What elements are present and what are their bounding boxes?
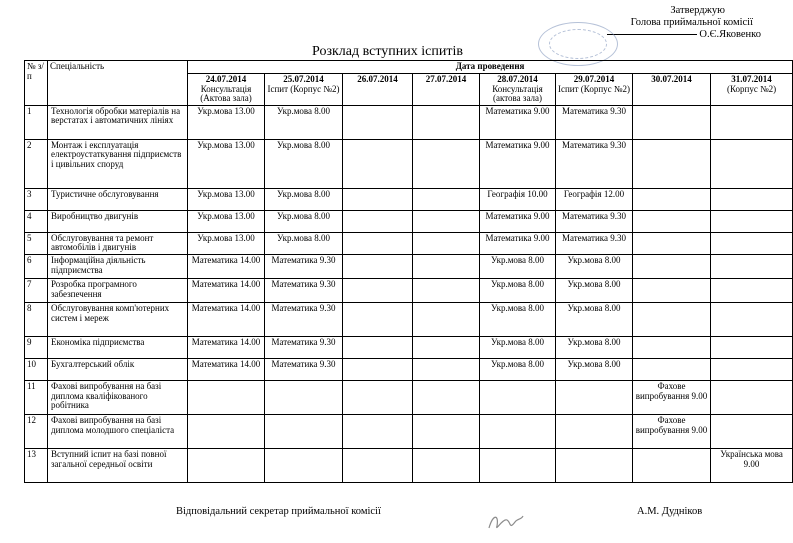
exam-cell: [711, 188, 793, 210]
exam-cell: Математика 9.30: [265, 254, 343, 278]
exam-cell: Математика 14.00: [188, 278, 265, 302]
row-number: 9: [25, 336, 48, 358]
date-note: (Корпус №2): [726, 83, 777, 94]
table-row: [25, 210, 793, 232]
approval-line-3: О.Є.Яковенко: [699, 29, 761, 40]
exam-cell: Укр.мова 8.00: [265, 139, 343, 188]
exam-cell: [556, 380, 633, 414]
col-specialty-header: Спеціальність: [48, 61, 188, 106]
table-row: [25, 302, 793, 336]
date-label: 26.07.2014: [357, 74, 398, 84]
row-number: 1: [25, 105, 48, 139]
specialty-name: Виробництво двигунів: [48, 210, 188, 232]
row-number: 6: [25, 254, 48, 278]
exam-cell: Укр.мова 8.00: [265, 105, 343, 139]
date-note: Консультація (Актова зала): [200, 83, 252, 104]
exam-cell: [711, 254, 793, 278]
row-number: 11: [25, 380, 48, 414]
date-label: 25.07.2014: [283, 74, 324, 84]
exam-cell: [711, 139, 793, 188]
date-label: 30.07.2014: [651, 74, 692, 84]
exam-cell: [633, 302, 711, 336]
exam-cell: Укр.мова 8.00: [556, 254, 633, 278]
exam-cell: Математика 9.00: [480, 139, 556, 188]
date-header-4: [413, 74, 480, 106]
exam-cell: Укр.мова 8.00: [265, 188, 343, 210]
exam-cell: Укр.мова 8.00: [480, 278, 556, 302]
exam-cell: Математика 9.30: [556, 232, 633, 254]
exam-cell: [343, 448, 413, 482]
exam-cell: [711, 414, 793, 448]
exam-cell: [711, 336, 793, 358]
exam-cell: Укр.мова 8.00: [480, 302, 556, 336]
exam-cell: [265, 448, 343, 482]
exam-cell: [633, 336, 711, 358]
exam-cell: Математика 9.00: [480, 232, 556, 254]
exam-cell: [413, 414, 480, 448]
exam-cell: [413, 210, 480, 232]
date-header-5: [480, 74, 556, 106]
exam-cell: [633, 278, 711, 302]
specialty-name: Вступний іспит на базі повної загальної середньої освіти: [48, 448, 188, 482]
secretary-title: Відповідальний секретар приймальної комісії: [176, 506, 381, 517]
signature-icon: [485, 510, 525, 534]
schedule-table: [24, 60, 793, 483]
schedule-body: [25, 105, 793, 482]
specialty-name: Обслуговування та ремонт автомобілів і двигунів: [48, 232, 188, 254]
date-note: Іспит (Корпус №2): [267, 83, 340, 94]
signature-underline: [607, 34, 697, 35]
exam-cell: [343, 232, 413, 254]
exam-cell: Укр.мова 8.00: [556, 278, 633, 302]
exam-cell: [711, 232, 793, 254]
exam-cell: [633, 232, 711, 254]
exam-cell: [633, 105, 711, 139]
exam-cell: Математика 9.30: [556, 105, 633, 139]
exam-cell: Математика 9.00: [480, 105, 556, 139]
date-label: 29.07.2014: [573, 74, 615, 84]
exam-cell: Математика 9.30: [265, 302, 343, 336]
row-number: 13: [25, 448, 48, 482]
exam-cell: [633, 188, 711, 210]
exam-cell: Математика 9.30: [265, 278, 343, 302]
approval-block: [607, 5, 761, 41]
exam-cell: [711, 380, 793, 414]
exam-cell: [711, 358, 793, 380]
exam-cell: [413, 380, 480, 414]
exam-cell: [480, 448, 556, 482]
date-header-2: [265, 74, 343, 106]
exam-cell: [633, 254, 711, 278]
date-label: 27.07.2014: [425, 74, 467, 84]
exam-cell: [188, 414, 265, 448]
row-number: 7: [25, 278, 48, 302]
row-number: 5: [25, 232, 48, 254]
exam-cell: [480, 414, 556, 448]
exam-cell: [480, 380, 556, 414]
exam-cell: [343, 139, 413, 188]
specialty-name: Фахові випробування на базі диплома молодшого спеціаліста: [48, 414, 188, 448]
date-header-1: [188, 74, 265, 106]
exam-cell: Укр.мова 8.00: [556, 302, 633, 336]
exam-cell: [711, 278, 793, 302]
exam-cell: [633, 448, 711, 482]
row-number: 10: [25, 358, 48, 380]
col-dates-header: Дата проведення: [188, 61, 793, 74]
exam-cell: Укр.мова 13.00: [188, 105, 265, 139]
exam-cell: Укр.мова 13.00: [188, 232, 265, 254]
exam-cell: [343, 105, 413, 139]
table-row: [25, 380, 793, 414]
exam-cell: [343, 302, 413, 336]
exam-cell: Укр.мова 8.00: [265, 210, 343, 232]
exam-cell: [556, 414, 633, 448]
exam-cell: Укр.мова 8.00: [556, 336, 633, 358]
exam-cell: [265, 414, 343, 448]
exam-cell: Географія 12.00: [556, 188, 633, 210]
exam-cell: [188, 448, 265, 482]
table-row: [25, 188, 793, 210]
table-row: [25, 448, 793, 482]
exam-cell: [343, 278, 413, 302]
table-row: [25, 105, 793, 139]
exam-cell: [633, 210, 711, 232]
date-label: 28.07.2014: [497, 74, 538, 84]
exam-cell: Укр.мова 13.00: [188, 210, 265, 232]
exam-cell: [343, 188, 413, 210]
table-row: [25, 278, 793, 302]
date-header-3: [343, 74, 413, 106]
date-note: Консультація (актова зала): [492, 83, 543, 104]
exam-cell: Укр.мова 8.00: [265, 232, 343, 254]
exam-cell: [711, 105, 793, 139]
date-label: 31.07.2014: [731, 74, 772, 84]
exam-cell: [413, 336, 480, 358]
exam-cell: Укр.мова 13.00: [188, 139, 265, 188]
exam-cell: [343, 336, 413, 358]
exam-cell: [188, 380, 265, 414]
row-number: 2: [25, 139, 48, 188]
exam-cell: Укр.мова 13.00: [188, 188, 265, 210]
row-number: 8: [25, 302, 48, 336]
table-row: [25, 336, 793, 358]
specialty-name: Інформаційна діяльність підприємства: [48, 254, 188, 278]
exam-cell: [343, 210, 413, 232]
date-header-6: [556, 74, 633, 106]
exam-cell: [633, 139, 711, 188]
approval-line-2: Голова приймальної комісії: [630, 17, 753, 28]
approval-line-1: Затверджую: [670, 5, 725, 16]
exam-cell: [413, 254, 480, 278]
page-title: Розклад вступних іспитів: [312, 44, 463, 59]
exam-cell: [711, 302, 793, 336]
row-number: 4: [25, 210, 48, 232]
exam-cell: [413, 139, 480, 188]
exam-cell: [343, 254, 413, 278]
exam-cell: [413, 302, 480, 336]
specialty-name: Обслуговування комп'ютерних систем і мереж: [48, 302, 188, 336]
specialty-name: Економіка підприємства: [48, 336, 188, 358]
row-number: 3: [25, 188, 48, 210]
exam-cell: [265, 380, 343, 414]
exam-cell: Математика 9.30: [265, 336, 343, 358]
exam-cell: Математика 14.00: [188, 302, 265, 336]
exam-cell: Математика 14.00: [188, 336, 265, 358]
specialty-name: Туристичне обслуговування: [48, 188, 188, 210]
row-number: 12: [25, 414, 48, 448]
exam-cell: [556, 448, 633, 482]
exam-cell: [633, 358, 711, 380]
specialty-name: Розробка програмного забезпечення: [48, 278, 188, 302]
date-header-7: [633, 74, 711, 106]
specialty-name: Монтаж і експлуатація електроустаткування підприємств і цивільних споруд: [48, 139, 188, 188]
exam-cell: Математика 9.30: [556, 139, 633, 188]
exam-cell: Математика 14.00: [188, 358, 265, 380]
exam-cell: [343, 380, 413, 414]
exam-cell: [711, 210, 793, 232]
col-number-header: № з/п: [25, 61, 48, 106]
specialty-name: Бухгалтерський облік: [48, 358, 188, 380]
secretary-name: А.М. Дудніков: [637, 506, 703, 517]
table-row: [25, 232, 793, 254]
exam-cell: Укр.мова 8.00: [480, 254, 556, 278]
table-row: [25, 358, 793, 380]
approval-signature-line: [607, 29, 761, 41]
exam-cell: Укр.мова 8.00: [480, 358, 556, 380]
specialty-name: Фахові випробування на базі диплома кваліфікованого робітника: [48, 380, 188, 414]
exam-cell: [413, 448, 480, 482]
table-row: [25, 414, 793, 448]
date-header-8: [711, 74, 793, 106]
exam-cell: Укр.мова 8.00: [556, 358, 633, 380]
exam-cell: Укр.мова 8.00: [480, 336, 556, 358]
date-note: Іспит (Корпус №2): [558, 83, 631, 94]
exam-cell: [413, 232, 480, 254]
exam-cell: Фахове випробування 9.00: [633, 380, 711, 414]
exam-cell: Математика 14.00: [188, 254, 265, 278]
exam-cell: Математика 9.30: [556, 210, 633, 232]
table-row: [25, 254, 793, 278]
exam-cell: [413, 358, 480, 380]
exam-cell: [343, 414, 413, 448]
exam-cell: [413, 105, 480, 139]
exam-cell: Математика 9.30: [265, 358, 343, 380]
table-row: [25, 139, 793, 188]
exam-cell: Географія 10.00: [480, 188, 556, 210]
exam-cell: Математика 9.00: [480, 210, 556, 232]
exam-cell: [343, 358, 413, 380]
exam-cell: [413, 188, 480, 210]
specialty-name: Технологія обробки матеріалів на верстатах і автоматичних лініях: [48, 105, 188, 139]
exam-cell: [413, 278, 480, 302]
exam-cell: Фахове випробування 9.00: [633, 414, 711, 448]
exam-cell: Українська мова 9.00: [711, 448, 793, 482]
date-label: 24.07.2014: [205, 74, 247, 84]
